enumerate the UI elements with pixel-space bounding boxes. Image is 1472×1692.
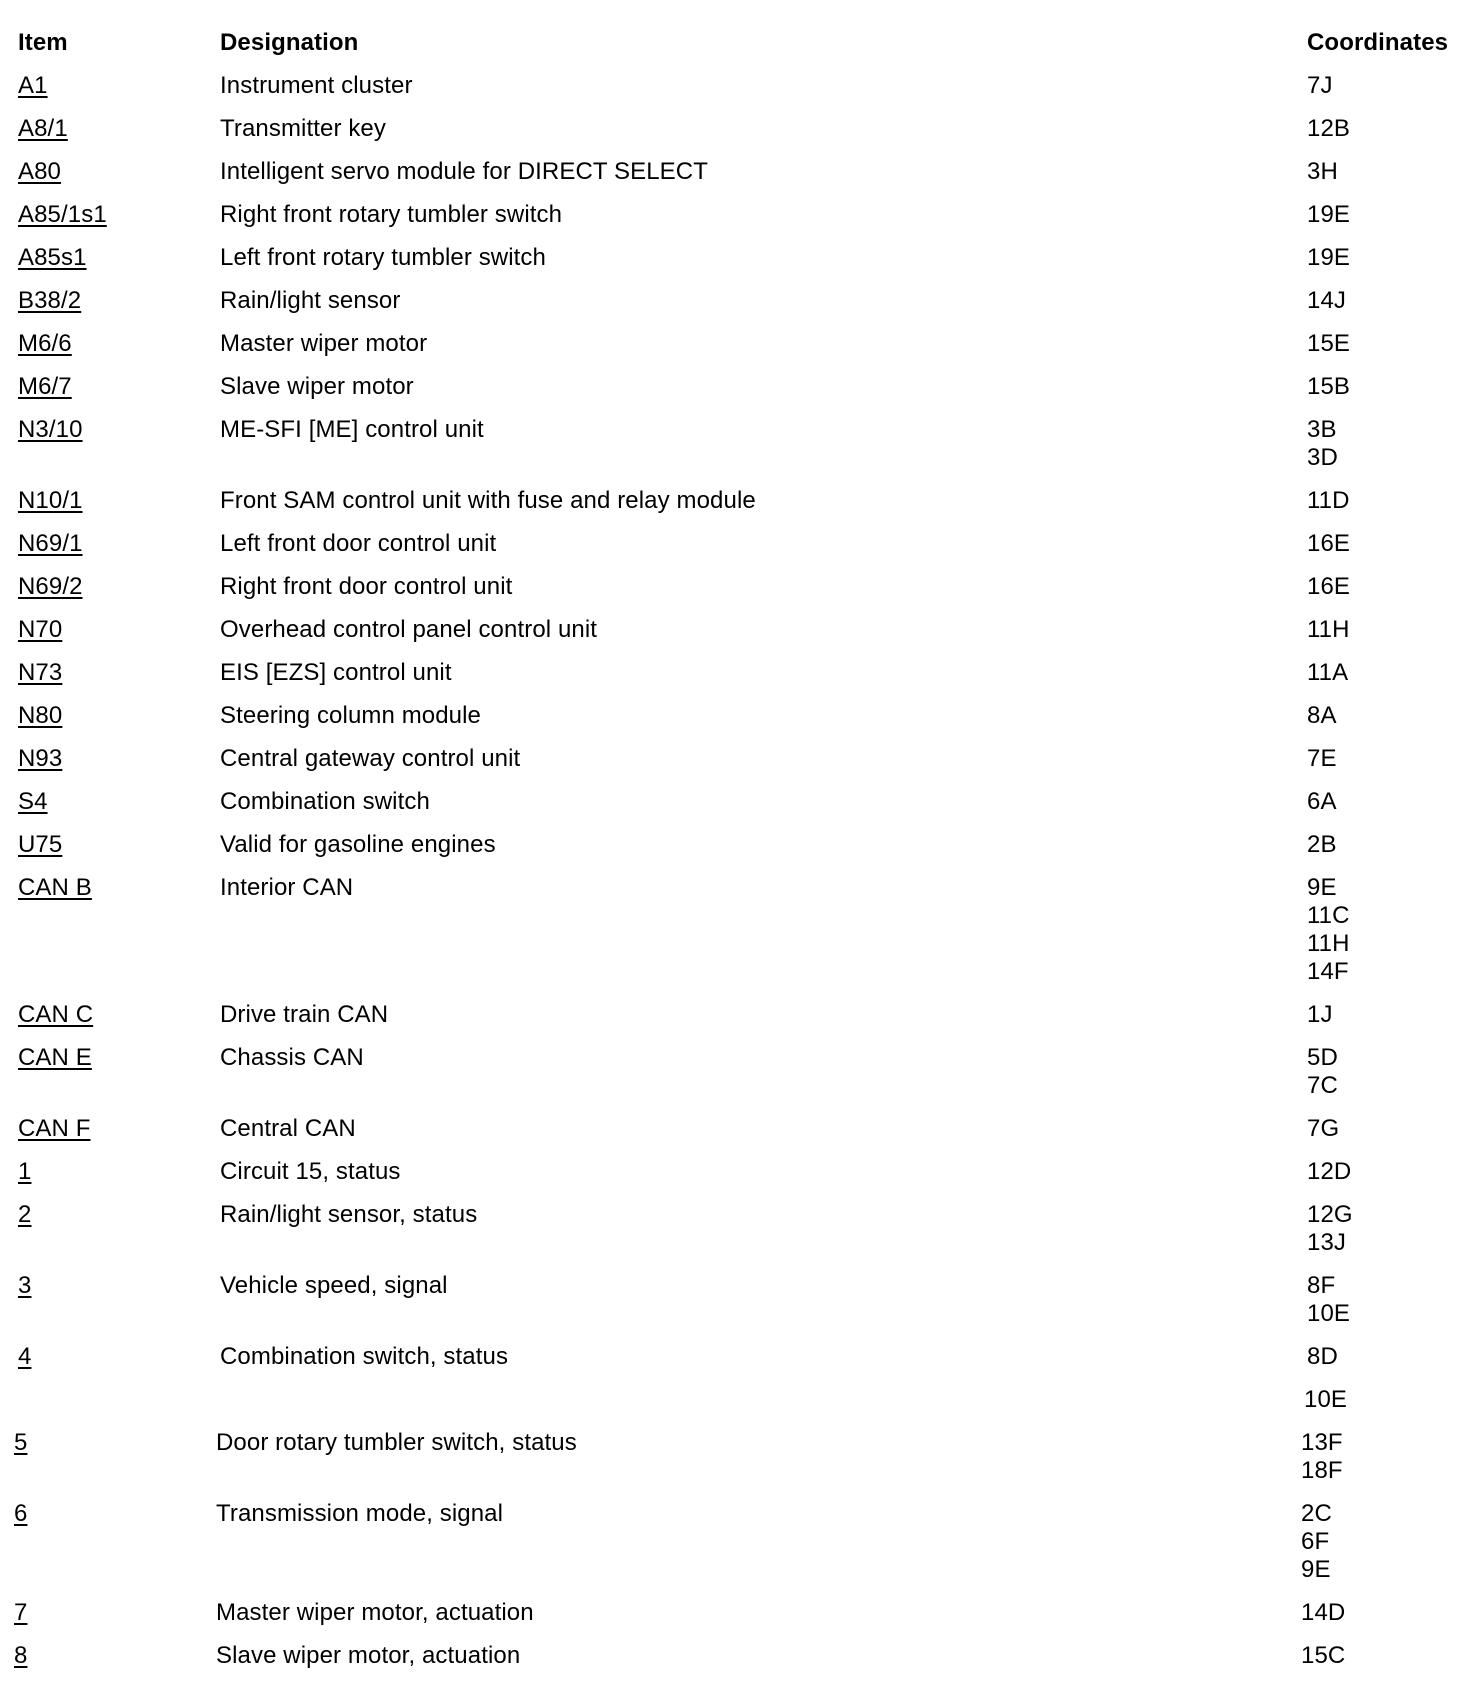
designation-cell: Right front rotary tumbler switch — [220, 201, 563, 228]
coordinate: 14F — [1307, 958, 1349, 985]
designation-cell: Rain/light sensor, status — [220, 1201, 478, 1228]
item-link[interactable]: N3/10 — [18, 416, 83, 443]
coordinates-cell — [1307, 1158, 1351, 1186]
coordinate: 19E — [1307, 201, 1351, 228]
coordinate: 2B — [1307, 831, 1337, 858]
coordinates-cell — [1304, 1386, 1347, 1414]
item-link[interactable]: 2 — [18, 1201, 32, 1228]
designation-cell: Intelligent servo module for DIRECT SELECT — [220, 158, 708, 185]
item-link[interactable]: A1 — [18, 72, 48, 99]
designation-cell: Combination switch — [220, 788, 430, 815]
coordinates-cell — [1307, 788, 1337, 816]
coordinate: 9E — [1307, 874, 1337, 901]
item-link[interactable]: U75 — [18, 831, 63, 858]
coordinates-cell — [1307, 616, 1350, 644]
coordinate: 8F — [1307, 1272, 1336, 1299]
coordinate: 10E — [1307, 1300, 1351, 1327]
designation-cell: Master wiper motor — [220, 330, 428, 357]
coordinates-cell — [1307, 201, 1350, 229]
coordinate: 16E — [1307, 573, 1351, 600]
designation-cell: Vehicle speed, signal — [220, 1272, 448, 1299]
coordinate: 16E — [1307, 530, 1351, 557]
item-link[interactable]: 6 — [14, 1500, 28, 1527]
coordinate: 7E — [1307, 745, 1337, 772]
coordinate: 12B — [1307, 115, 1351, 142]
designation-cell: Valid for gasoline engines — [220, 831, 496, 858]
coordinate: 11H — [1307, 930, 1350, 957]
coordinates-cell — [1307, 874, 1350, 986]
item-link[interactable]: N73 — [18, 659, 63, 686]
coordinates-cell — [1307, 1201, 1353, 1257]
coordinate: 15B — [1307, 373, 1351, 400]
coordinate: 7J — [1307, 72, 1333, 99]
designation-cell: Transmitter key — [220, 115, 386, 142]
item-link[interactable]: 1 — [18, 1158, 32, 1185]
coordinate: 7C — [1307, 1072, 1338, 1099]
item-link[interactable]: 7 — [14, 1599, 28, 1626]
coordinate: 11D — [1307, 487, 1350, 514]
coordinates-cell — [1307, 72, 1333, 100]
item-link[interactable]: A85/1s1 — [18, 201, 107, 228]
item-link[interactable]: A8/1 — [18, 115, 68, 142]
item-link[interactable]: 5 — [14, 1429, 28, 1456]
item-link[interactable]: N80 — [18, 702, 63, 729]
designation-cell: Slave wiper motor — [220, 373, 414, 400]
coordinate: 6A — [1307, 788, 1337, 815]
item-link[interactable]: 8 — [14, 1642, 28, 1669]
item-link[interactable]: M6/6 — [18, 330, 72, 357]
item-link[interactable]: A85s1 — [18, 244, 87, 271]
coordinates-cell — [1307, 287, 1346, 315]
coordinates-cell — [1307, 244, 1350, 272]
designation-cell: Steering column module — [220, 702, 482, 729]
coordinate: 12G — [1307, 1201, 1353, 1228]
designation-cell: Central gateway control unit — [220, 745, 521, 772]
item-link[interactable]: N69/1 — [18, 530, 83, 557]
item-link[interactable]: CAN C — [18, 1001, 94, 1028]
designation-cell: Left front rotary tumbler switch — [220, 244, 546, 271]
item-link[interactable]: N10/1 — [18, 487, 83, 514]
designation-cell: Chassis CAN — [220, 1044, 364, 1071]
coordinate: 11A — [1307, 659, 1349, 686]
coordinate: 18F — [1301, 1457, 1343, 1484]
header-item: Item — [18, 29, 68, 56]
coordinates-cell — [1307, 659, 1348, 687]
coordinates-cell — [1307, 831, 1337, 859]
header-designation: Designation — [220, 29, 359, 56]
designation-cell: Door rotary tumbler switch, status — [216, 1429, 577, 1456]
coordinate: 10E — [1304, 1386, 1348, 1413]
coordinate: 15C — [1301, 1642, 1346, 1669]
item-link[interactable]: 4 — [18, 1343, 32, 1370]
coordinate: 6F — [1301, 1528, 1330, 1555]
coordinate: 14D — [1301, 1599, 1346, 1626]
coordinates-cell — [1307, 702, 1337, 730]
coordinates-cell — [1307, 373, 1350, 401]
coordinates-cell — [1307, 530, 1350, 558]
coordinate: 12D — [1307, 1158, 1352, 1185]
item-link[interactable]: 3 — [18, 1272, 32, 1299]
designation-cell: Circuit 15, status — [220, 1158, 401, 1185]
coordinate: 3H — [1307, 158, 1338, 185]
coordinates-cell — [1307, 573, 1350, 601]
coordinate: 8D — [1307, 1343, 1338, 1370]
coordinates-cell — [1307, 158, 1338, 186]
coordinate: 8A — [1307, 702, 1337, 729]
coordinates-cell — [1307, 1272, 1350, 1328]
coordinates-cell — [1301, 1642, 1345, 1670]
item-link[interactable]: CAN B — [18, 874, 92, 901]
designation-cell: Combination switch, status — [220, 1343, 509, 1370]
coordinates-cell — [1307, 330, 1350, 358]
item-link[interactable]: N69/2 — [18, 573, 83, 600]
designation-cell: Slave wiper motor, actuation — [216, 1642, 521, 1669]
item-link[interactable]: A80 — [18, 158, 62, 185]
coordinates-cell — [1307, 416, 1338, 472]
coordinates-cell — [1307, 745, 1337, 773]
coordinates-cell — [1307, 115, 1350, 143]
coordinates-cell — [1301, 1500, 1332, 1584]
coordinates-cell — [1307, 1115, 1339, 1143]
designation-cell: Master wiper motor, actuation — [216, 1599, 534, 1626]
coordinates-cell — [1307, 1044, 1338, 1100]
designation-cell: ME-SFI [ME] control unit — [220, 416, 484, 443]
coordinate: 3D — [1307, 444, 1338, 471]
item-link[interactable]: B38/2 — [18, 287, 82, 314]
header-coordinates: Coordinates — [1307, 29, 1449, 56]
coordinates-cell — [1307, 1343, 1338, 1371]
coordinate: 14J — [1307, 287, 1346, 314]
item-link[interactable]: CAN E — [18, 1044, 92, 1071]
coordinate: 15E — [1307, 330, 1351, 357]
coordinates-cell — [1301, 1429, 1343, 1485]
coordinate: 13F — [1301, 1429, 1343, 1456]
coordinates-cell — [1307, 487, 1350, 515]
coordinate: 2C — [1301, 1500, 1332, 1527]
coordinate: 7G — [1307, 1115, 1340, 1142]
designation-cell: Drive train CAN — [220, 1001, 389, 1028]
coordinates-cell — [1301, 1599, 1345, 1627]
designation-cell: Instrument cluster — [220, 72, 413, 99]
coordinate: 5D — [1307, 1044, 1338, 1071]
designation-cell: Right front door control unit — [220, 573, 513, 600]
designation-cell: Rain/light sensor — [220, 287, 401, 314]
item-link[interactable]: M6/7 — [18, 373, 72, 400]
coordinate: 1J — [1307, 1001, 1333, 1028]
coordinate: 11C — [1307, 902, 1350, 929]
coordinate: 19E — [1307, 244, 1351, 271]
designation-cell: Left front door control unit — [220, 530, 497, 557]
coordinate: 13J — [1307, 1229, 1346, 1256]
item-link[interactable]: CAN F — [18, 1115, 91, 1142]
coordinate: 11H — [1307, 616, 1350, 643]
designation-cell: Transmission mode, signal — [216, 1500, 504, 1527]
designation-cell: EIS [EZS] control unit — [220, 659, 452, 686]
coordinates-cell — [1307, 1001, 1333, 1029]
item-link[interactable]: N93 — [18, 745, 63, 772]
coordinate: 9E — [1301, 1556, 1331, 1583]
coordinate: 3B — [1307, 416, 1337, 443]
designation-cell: Overhead control panel control unit — [220, 616, 598, 643]
item-link[interactable]: S4 — [18, 788, 48, 815]
designation-cell: Central CAN — [220, 1115, 356, 1142]
item-link[interactable]: N70 — [18, 616, 63, 643]
designation-cell: Interior CAN — [220, 874, 354, 901]
designation-cell: Front SAM control unit with fuse and relay module — [220, 487, 756, 514]
